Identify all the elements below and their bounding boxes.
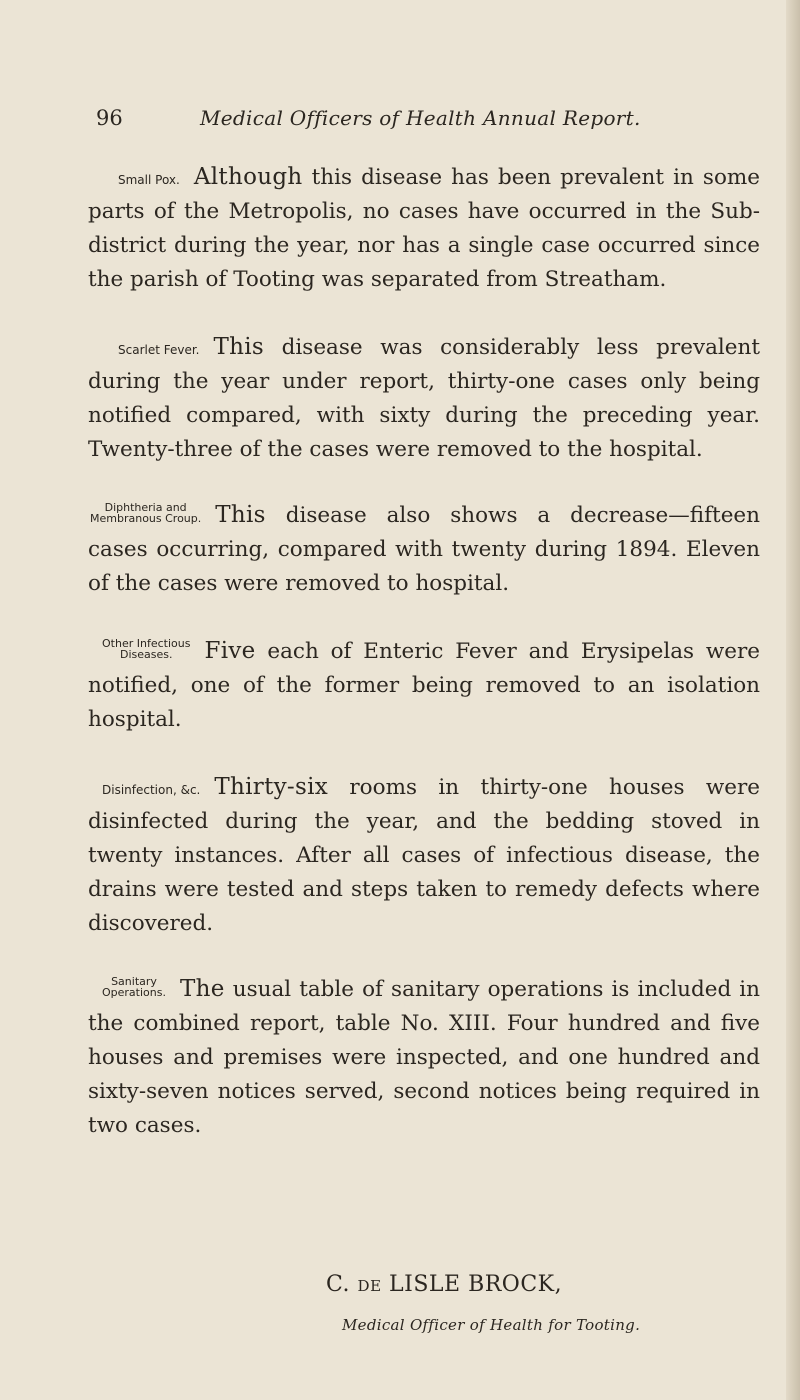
side-note-line: Diphtheria and bbox=[104, 501, 187, 514]
running-title: Medical Officers of Health Annual Report. bbox=[200, 106, 641, 130]
side-note-line: Operations. bbox=[102, 986, 166, 999]
signature bbox=[326, 1272, 562, 1297]
section-other-infectious bbox=[88, 634, 760, 737]
section-diphtheria bbox=[88, 498, 760, 601]
signature-particle: DE bbox=[357, 1277, 382, 1295]
signature-title: Medical Officer of Health for Tooting. bbox=[342, 1316, 641, 1334]
section-text: usual table of sanitary operations is included in the combined report, table No. XIII. Four hundred and five houses and premises were inspected, and one hundred and sixty-seven notices served, second notices being required in two cases. bbox=[88, 977, 760, 1138]
side-note-line: Membranous Croup. bbox=[90, 512, 202, 525]
side-note-diphtheria bbox=[90, 502, 201, 524]
page-number: 96 bbox=[96, 106, 123, 130]
section-text: rooms in thirty-one houses were disinfected during the year, and the bedding stoved in twenty instances. After all cases of infectious disease, the drains were tested and steps taken to remedy defects where discovered. bbox=[88, 775, 760, 936]
side-note-line: Other Infectious bbox=[102, 637, 191, 650]
section-text: disease also shows a decrease—fifteen cases occurring, compared with twenty during 1894. Eleven of the cases were removed to hospital. bbox=[88, 503, 760, 596]
side-note-line: Diseases. bbox=[119, 648, 173, 661]
side-note-other-infectious bbox=[102, 638, 190, 660]
section-text: disease was considerably less prevalent during the year under report, thirty-one cases only being notified compared, with sixty during the preceding year. Twenty-three of the cases were removed to the hospital. bbox=[88, 335, 760, 462]
side-note-line: Sanitary bbox=[111, 975, 157, 988]
section-lead: Although bbox=[193, 164, 303, 190]
side-note-disinfection: Disinfection, &c. bbox=[102, 783, 201, 797]
section-lead: This bbox=[215, 502, 266, 528]
signature-initial: C. bbox=[326, 1272, 351, 1297]
page-header bbox=[96, 104, 736, 138]
section-lead: Five bbox=[204, 638, 256, 664]
section-sanitary-operations bbox=[88, 972, 760, 1143]
side-note-sanitary-operations bbox=[102, 976, 166, 998]
section-scarlet-fever bbox=[88, 330, 760, 467]
section-lead: Thirty-six bbox=[214, 774, 329, 800]
section-lead: This bbox=[213, 334, 265, 360]
side-note-small-pox: Small Pox. bbox=[118, 173, 180, 187]
side-note-scarlet-fever: Scarlet Fever. bbox=[118, 343, 200, 357]
section-disinfection bbox=[88, 770, 760, 941]
section-small-pox bbox=[88, 160, 760, 297]
page-edge bbox=[786, 0, 800, 1400]
section-text: this disease has been prevalent in some parts of the Metropolis, no cases have occurred in the Sub-district during the year, nor has a single case occurred since the parish of Tooting was separated from Streatham. bbox=[88, 165, 760, 292]
section-text: each of Enteric Fever and Erysipelas were notified, one of the former being removed to an isolation hospital. bbox=[88, 639, 760, 732]
section-lead: The bbox=[179, 976, 225, 1002]
signature-surname: LISLE BROCK, bbox=[389, 1272, 563, 1297]
